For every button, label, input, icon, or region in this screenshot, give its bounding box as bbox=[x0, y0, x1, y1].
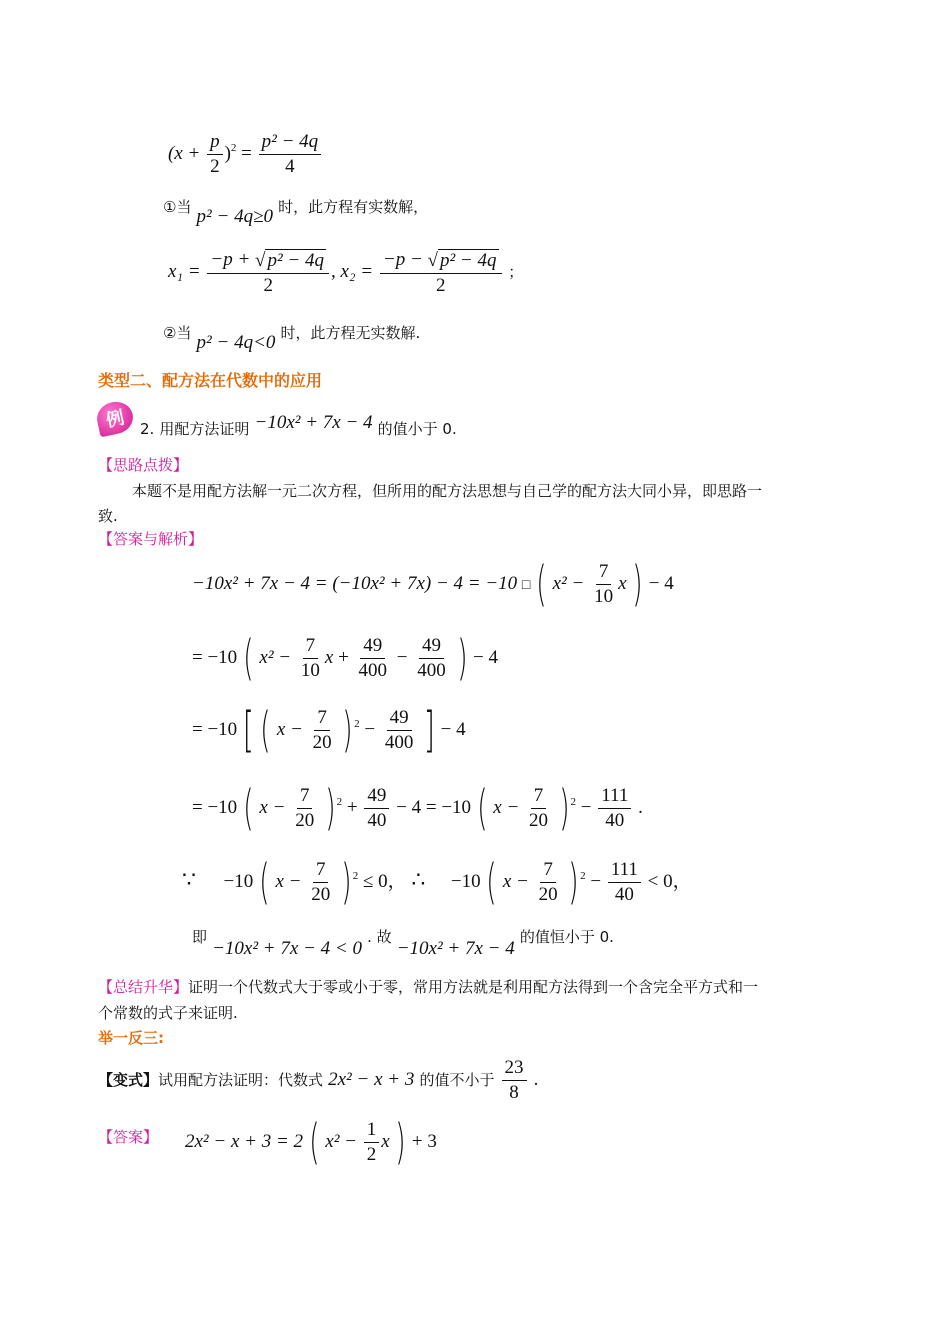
roots-formula: x₁ = $\frac{\text{−p + √ p² − 4q}}{2}$ , x₂ = $\frac{\text{−p − √ p² − 4q}}{2}$ ； bbox=[168, 249, 524, 296]
summary-line-1: 【总结升华】证明一个代数式大于零或小于零，常用方法就是利用配方法得到一个含完全平方式和一 bbox=[98, 978, 759, 996]
missing-glyph-box: □ bbox=[521, 577, 531, 593]
conclusion-line: 即 −10x² + 7x − 4 < 0 . 故 −10x² + 7x − 4 的值恒小于 0. bbox=[192, 928, 614, 959]
example-expression: −10x² + 7x − 4 bbox=[254, 412, 373, 433]
case-1-line: ①当 p² − 4q≥0 时，此方程有实数解， bbox=[163, 198, 429, 227]
fraction-p-over-2: $\frac{p}{2}$ bbox=[207, 132, 223, 177]
summary-tag: 【总结升华】 bbox=[98, 978, 189, 996]
solution-step-1: −10x² + 7x − 4 = (−10x² + 7x) − 4 = −10 □ ( x² − $\frac{7}{10}$ x ) − 4 bbox=[192, 555, 674, 612]
completed-square-equation: (x + $\frac{p}{2}$ )$^2$ = $\frac{\text{p² − 4q}}{4}$ bbox=[168, 132, 323, 177]
summary-line-2: 个常数的式子来证明. bbox=[98, 1004, 238, 1022]
x2-fraction: $\frac{\text{−p − √ p² − 4q}}{2}$ bbox=[380, 250, 502, 296]
solution-step-2: = −10 ( x² − $\frac{7}{10}$ x + $\frac{49}{400}$ − $\frac{49}{400}$ ) − 4 bbox=[192, 629, 498, 686]
variant-line: 【变式】试用配方法证明：代数式 2x² − x + 3 的值不小于 $\frac{23}{8}$ . bbox=[98, 1057, 539, 1103]
example-statement: 2. 用配方法证明 −10x² + 7x − 4 的值小于 0. bbox=[140, 412, 457, 438]
case-1-condition: p² − 4q≥0 bbox=[196, 206, 273, 227]
thinking-tag: 【思路点拨】 bbox=[98, 456, 189, 474]
x1-fraction: $\frac{\text{−p + √ p² − 4q}}{2}$ bbox=[207, 250, 329, 296]
solution-step-3: = −10 [ ( x − $\frac{7}{20}$ )$^2$ − $\frac{49}{400}$ ] − 4 bbox=[192, 701, 466, 758]
lhs-open: (x + bbox=[168, 142, 201, 164]
solution-step-4: = −10 ( x − $\frac{7}{20}$ )$^2$ + $\frac{49}{40}$ − 4 = −10 ( x − $\frac{7}{20}$ )$^2$ − $\frac{111}{40}$ . bbox=[192, 779, 643, 836]
fraction-discriminant-over-4: $\frac{\text{p² − 4q}}{4}$ bbox=[259, 132, 322, 177]
thinking-line-2: 致. bbox=[98, 507, 118, 525]
section-heading: 类型二、配方法在代数中的应用 bbox=[98, 371, 323, 390]
practice-answer-tag: 【答案】 bbox=[98, 1128, 159, 1146]
practice-answer-expression: 2x² − x + 3 = 2 ( x² − $\frac{1}{2}$ x ) + 3 bbox=[185, 1113, 437, 1170]
fraction-23-over-8: $\frac{23}{8}$ bbox=[502, 1058, 527, 1103]
case-2-line: ②当 p² − 4q<0 时，此方程无实数解. bbox=[163, 324, 421, 353]
answer-tag: 【答案与解析】 bbox=[98, 530, 204, 548]
thinking-line-1: 本题不是用配方法解一元二次方程，但所用的配方法思想与自己学的配方法大同小异，即思路一 bbox=[132, 482, 763, 500]
because-symbol: ∵ bbox=[182, 866, 196, 892]
example-badge-icon: 例 bbox=[94, 399, 136, 438]
because-therefore-line: ∵ −10 ( x − $\frac{7}{20}$ )$^2$ ≤ 0， ∴ −10 ( x − $\frac{7}{20}$ )$^2$ − $\frac{111}{40}$ < 0， bbox=[182, 853, 692, 910]
therefore-symbol: ∴ bbox=[411, 866, 426, 892]
case-2-condition: p² − 4q<0 bbox=[196, 332, 276, 353]
variant-tag: 【变式】 bbox=[98, 1070, 159, 1089]
practice-heading: 举一反三: bbox=[98, 1029, 164, 1047]
